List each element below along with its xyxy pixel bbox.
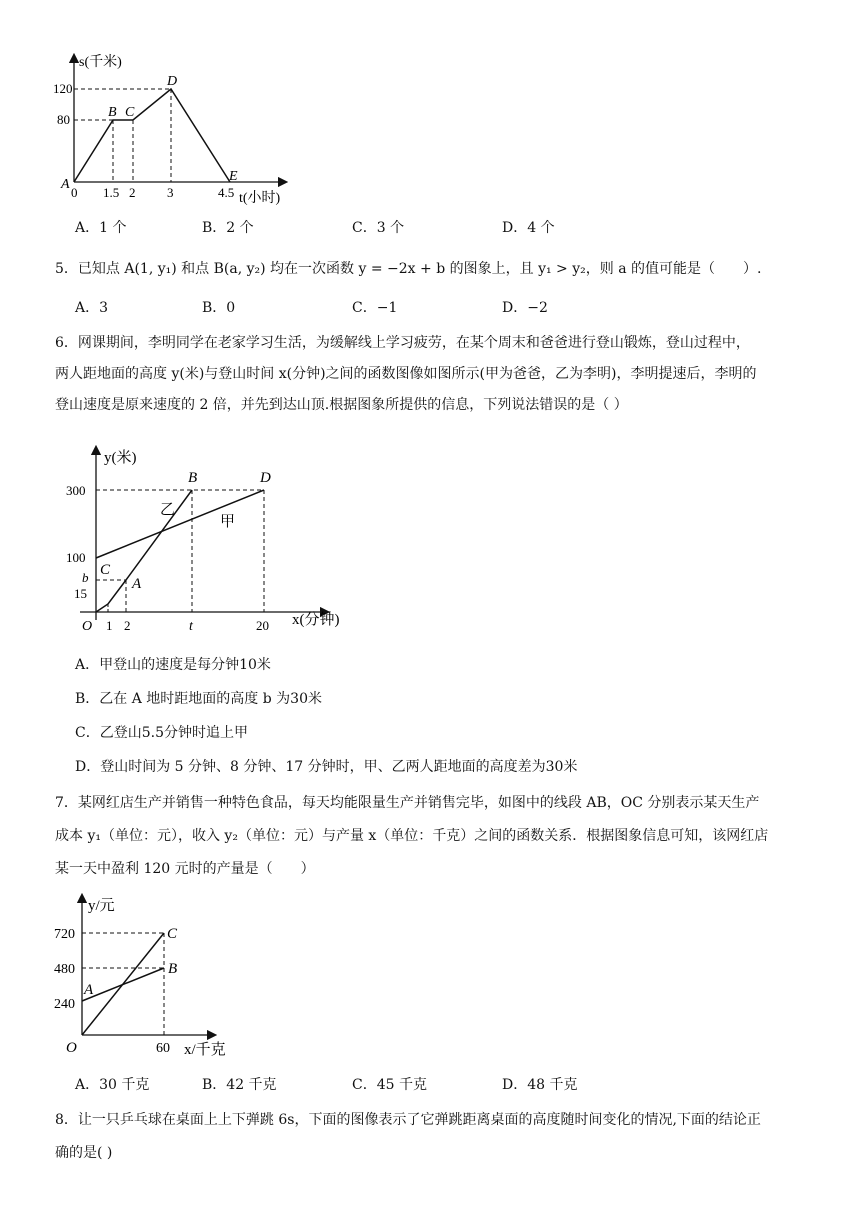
x-tick-3: 3	[167, 185, 174, 200]
x-tick-4.5: 4.5	[218, 185, 235, 200]
point-A: A	[132, 576, 142, 592]
q5-option-c[interactable]: C．−1	[352, 300, 398, 316]
series-yi-label: 乙	[160, 502, 176, 518]
y-tick-b: b	[82, 570, 89, 585]
y-axis-label: y/元	[88, 898, 115, 914]
y-tick-240: 240	[54, 997, 75, 1012]
q4-option-b[interactable]: B．2 个	[202, 220, 254, 236]
q6-option-c[interactable]: C．乙登山5.5分钟时追上甲	[75, 725, 248, 741]
point-E: E	[229, 169, 238, 184]
q6-question-line-2: 两人距地面的高度 y(米)与登山时间 x(分钟)之间的函数图像如图所示(甲为爸爸，乙为李明)，李明提速后，李明的	[55, 366, 757, 382]
q5-question: 5．已知点 A(1, y₁) 和点 B(a, y₂) 均在一次函数 y = −2x + b 的图象上，且 y₁ > y₂，则 a 的值可能是（ ）.	[55, 261, 762, 277]
x-tick-1: 1	[106, 618, 113, 633]
y-axis-label: y(米)	[104, 450, 137, 466]
point-B: B	[108, 105, 117, 120]
q7-question-line-2: 成本 y₁（单位：元），收入 y₂（单位：元）与产量 x（单位：千克）之间的函数关系．根据图象信息可知，该网红店	[55, 828, 769, 844]
series-jia-label: 甲	[220, 514, 236, 530]
x-tick-0: 0	[71, 185, 78, 200]
q6-option-d[interactable]: D．登山时间为 5 分钟、8 分钟、17 分钟时，甲、乙两人距地面的高度差为30米	[75, 759, 578, 775]
q5-option-b[interactable]: B．0	[202, 300, 236, 316]
q7-question-line-1: 7．某网红店生产并销售一种特色食品，每天均能限量生产并销售完毕，如图中的线段 AB，OC 分别表示某天生产	[55, 795, 760, 811]
q7-option-b[interactable]: B．42 千克	[202, 1077, 277, 1093]
series-jia-line	[96, 490, 264, 558]
y-tick-720: 720	[54, 927, 75, 942]
x-tick-2: 2	[129, 185, 136, 200]
x-tick-60: 60	[156, 1041, 170, 1056]
y-tick-300: 300	[66, 483, 86, 498]
q7-option-d[interactable]: D．48 千克	[502, 1077, 578, 1093]
point-C: C	[125, 105, 135, 120]
q4-option-d[interactable]: D．4 个	[502, 220, 555, 236]
graph-q6	[60, 440, 360, 635]
q7-question-line-3: 某一天中盈利 120 元时的产量是（ ）	[55, 861, 315, 877]
q5-option-a[interactable]: A．3	[75, 300, 109, 316]
q8-question-line-2: 确的是( )	[55, 1145, 113, 1161]
x-axis-label: x(分钟)	[292, 612, 340, 628]
q4-option-c[interactable]: C．3 个	[352, 220, 405, 236]
point-B: B	[188, 470, 198, 486]
x-axis-label: x/千克	[184, 1042, 226, 1058]
graph-q7	[50, 892, 250, 1062]
graph-q4	[55, 50, 305, 210]
x-tick-1.5: 1.5	[103, 185, 120, 200]
point-B: B	[168, 961, 178, 977]
point-D: D	[167, 74, 178, 89]
q7-option-c[interactable]: C．45 千克	[352, 1077, 427, 1093]
x-tick-O: O	[82, 619, 93, 634]
x-tick-2: 2	[124, 618, 131, 633]
y-tick-100: 100	[66, 550, 86, 565]
y-tick-480: 480	[54, 962, 75, 977]
point-A: A	[61, 177, 70, 192]
series-yi-line	[96, 490, 192, 612]
distance-line	[74, 89, 230, 182]
x-axis-label: t(小时)	[239, 191, 281, 206]
q5-option-d[interactable]: D．−2	[502, 300, 548, 316]
q6-option-a[interactable]: A．甲登山的速度是每分钟10米	[75, 657, 271, 673]
line-OC	[82, 933, 164, 1035]
point-A: A	[84, 982, 94, 998]
x-tick-O: O	[66, 1040, 77, 1056]
y-tick-80: 80	[57, 112, 70, 127]
y-tick-120: 120	[53, 81, 73, 96]
q6-option-b[interactable]: B．乙在 A 地时距地面的高度 b 为30米	[75, 691, 322, 707]
q6-question-line-3: 登山速度是原来速度的 2 倍，并先到达山顶.根据图象所提供的信息，下列说法错误的是（ ）	[55, 397, 628, 413]
x-tick-t: t	[189, 619, 193, 634]
point-D: D	[260, 470, 271, 486]
y-axis-label: s(千米)	[79, 55, 122, 70]
q7-option-a[interactable]: A．30 千克	[75, 1077, 150, 1093]
x-tick-20: 20	[256, 618, 269, 633]
q8-question-line-1: 8．让一只乒乓球在桌面上上下弹跳 6s，下面的图像表示了它弹跳距离桌面的高度随时间变化的情况,下面的结论正	[55, 1112, 761, 1128]
q6-question-line-1: 6．网课期间，李明同学在老家学习生活，为缓解线上学习疲劳，在某个周末和爸爸进行登山锻炼，登山过程中，	[55, 335, 750, 351]
point-C: C	[100, 562, 111, 578]
y-tick-15: 15	[74, 586, 87, 601]
q4-option-a[interactable]: A．1 个	[75, 220, 127, 236]
point-C: C	[167, 926, 178, 942]
